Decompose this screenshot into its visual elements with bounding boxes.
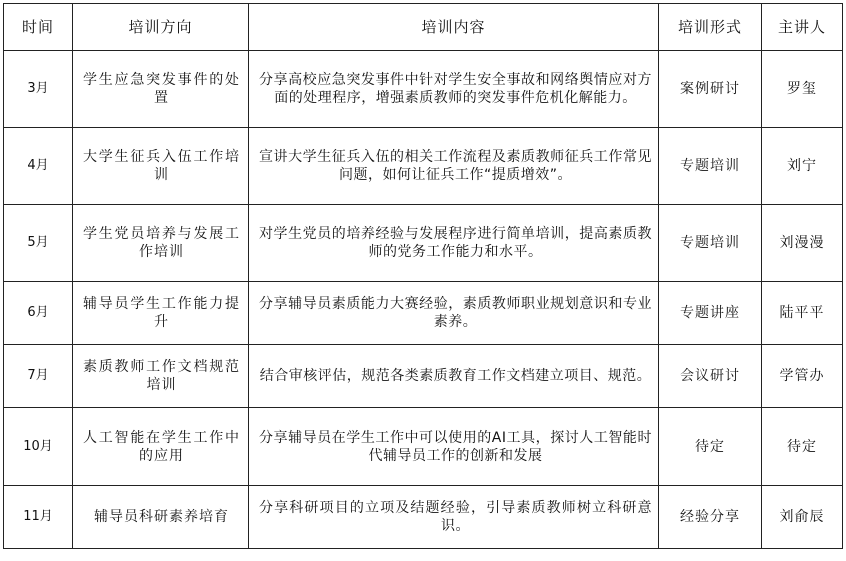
header-time: 时间 <box>4 4 73 51</box>
direction-cell <box>73 486 249 549</box>
direction-cell <box>73 205 249 282</box>
table-row <box>4 51 843 128</box>
content-cell <box>249 486 659 549</box>
content-cell <box>249 345 659 408</box>
table-row <box>4 205 843 282</box>
speaker-cell: 陆平平 <box>762 282 843 345</box>
content-text: 结合审核评估，规范各类素质教育工作文档建立项目、规范。 <box>259 368 652 384</box>
month-cell: 7月 <box>4 345 73 408</box>
content-cell <box>249 282 659 345</box>
direction-cell <box>73 408 249 486</box>
direction-text: 学生党员培养与发展工作培训 <box>83 226 240 260</box>
training-table <box>3 3 843 549</box>
form-cell: 待定 <box>659 408 762 486</box>
direction-text: 素质教师工作文档规范培训 <box>83 359 240 393</box>
content-cell <box>249 408 659 486</box>
training-schedule <box>3 3 843 549</box>
month-cell: 11月 <box>4 486 73 549</box>
content-cell <box>249 51 659 128</box>
direction-cell <box>73 128 249 205</box>
form-cell: 案例研讨 <box>659 51 762 128</box>
month-cell: 10月 <box>4 408 73 486</box>
header-speaker: 主讲人 <box>762 4 843 51</box>
speaker-cell: 刘俞辰 <box>762 486 843 549</box>
speaker-cell: 刘宁 <box>762 128 843 205</box>
month-cell: 4月 <box>4 128 73 205</box>
speaker-cell: 刘漫漫 <box>762 205 843 282</box>
table-row <box>4 282 843 345</box>
form-cell: 专题培训 <box>659 128 762 205</box>
direction-cell <box>73 345 249 408</box>
direction-text: 辅导员科研素养培育 <box>94 509 229 525</box>
month-cell: 6月 <box>4 282 73 345</box>
table-row <box>4 408 843 486</box>
form-cell: 专题讲座 <box>659 282 762 345</box>
content-text: 分享科研项目的立项及结题经验，引导素质教师树立科研意识。 <box>259 500 652 534</box>
content-text: 分享高校应急突发事件中针对学生安全事故和网络舆情应对方面的处理程序，增强素质教师的突发事件危机化解能力。 <box>259 72 652 106</box>
content-text: 分享辅导员素质能力大赛经验，素质教师职业规划意识和专业素养。 <box>259 296 652 330</box>
header-content: 培训内容 <box>249 4 659 51</box>
speaker-cell: 罗玺 <box>762 51 843 128</box>
table-row <box>4 486 843 549</box>
content-cell <box>249 128 659 205</box>
form-cell: 经验分享 <box>659 486 762 549</box>
header-form: 培训形式 <box>659 4 762 51</box>
month-cell: 3月 <box>4 51 73 128</box>
speaker-cell: 待定 <box>762 408 843 486</box>
direction-text: 辅导员学生工作能力提升 <box>83 296 240 330</box>
direction-cell <box>73 282 249 345</box>
header-direction: 培训方向 <box>73 4 249 51</box>
header-row <box>4 4 843 51</box>
month-cell: 5月 <box>4 205 73 282</box>
content-text: 对学生党员的培养经验与发展程序进行简单培训，提高素质教师的党务工作能力和水平。 <box>259 226 652 260</box>
content-text: 分享辅导员在学生工作中可以使用的AI工具，探讨人工智能时代辅导员工作的创新和发展 <box>259 429 652 464</box>
content-text: 宣讲大学生征兵入伍的相关工作流程及素质教师征兵工作常见问题，如何让征兵工作“提质增效”。 <box>259 149 652 183</box>
form-cell: 专题培训 <box>659 205 762 282</box>
table-row <box>4 345 843 408</box>
speaker-cell: 学管办 <box>762 345 843 408</box>
direction-text: 大学生征兵入伍工作培训 <box>83 149 240 183</box>
content-cell <box>249 205 659 282</box>
form-cell: 会议研讨 <box>659 345 762 408</box>
direction-text: 学生应急突发事件的处置 <box>83 72 240 106</box>
direction-text: 人工智能在学生工作中的应用 <box>83 429 240 464</box>
direction-cell <box>73 51 249 128</box>
table-row <box>4 128 843 205</box>
